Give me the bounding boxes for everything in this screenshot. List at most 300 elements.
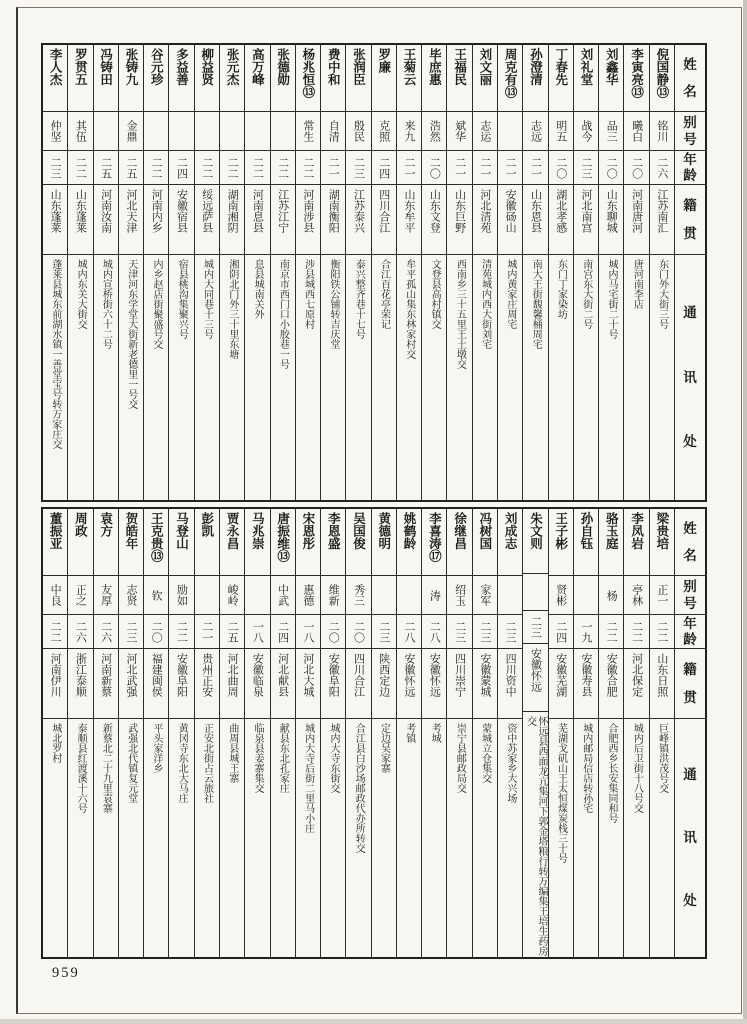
entry-origin: 江苏泰兴 xyxy=(346,185,370,255)
entry-age: 二三 xyxy=(346,151,370,185)
entry-column xyxy=(623,509,648,957)
entry-address: 资中苏家乡大兴场 xyxy=(504,723,516,803)
entry-origin: 绥远萨县 xyxy=(195,185,219,255)
entry-column xyxy=(93,45,118,500)
entry-age: 二〇 xyxy=(346,615,370,649)
entry-age: 二六 xyxy=(94,615,118,649)
entry-origin: 安徽寿县 xyxy=(574,649,598,719)
entry-origin: 安徽砀山 xyxy=(498,185,522,255)
entry-age: 二二 xyxy=(169,615,193,649)
entry-address: 城内宣桥街六十二号 xyxy=(100,259,112,349)
entry-column xyxy=(649,45,674,500)
row-header-char: 名 xyxy=(683,83,697,99)
entry-name: 孙澄清 xyxy=(523,45,547,112)
row-header-char: 别 xyxy=(683,114,697,130)
entry-name: 罗廉 xyxy=(372,45,396,112)
entry-name: 李寅亮⑬ xyxy=(624,45,648,112)
entry-alias xyxy=(245,112,269,151)
row-header-age xyxy=(675,615,705,649)
entry-column xyxy=(446,509,471,957)
entry-age: 二五 xyxy=(119,151,143,185)
entry-origin: 河北清苑 xyxy=(473,185,497,255)
entry-address: 文登县高村镇交 xyxy=(429,259,441,329)
entry-column xyxy=(548,45,573,500)
entry-address: 武强北代镇复元堂 xyxy=(125,723,137,803)
entry-origin: 安徽怀远 xyxy=(397,649,421,719)
entry-age: 二二 xyxy=(296,151,320,185)
entry-alias: 中良 xyxy=(43,576,67,615)
row-header-origin xyxy=(675,649,705,719)
row-header-char: 号 xyxy=(683,595,697,611)
entry-origin: 湖南湘阴 xyxy=(220,185,244,255)
entry-origin: 湖南衡阳 xyxy=(321,185,345,255)
entry-alias: 友厚 xyxy=(94,576,118,615)
entry-alias xyxy=(271,112,295,151)
entry-address: 曲周县城王寨 xyxy=(226,723,238,783)
entry-alias: 杨 xyxy=(599,576,623,615)
entry-alias: 正一 xyxy=(650,576,674,615)
row-header-char: 年 xyxy=(683,152,697,167)
scan-edge-right xyxy=(743,0,747,1024)
entry-column xyxy=(219,45,244,500)
entry-age: 二三 xyxy=(523,611,547,644)
row-header-age xyxy=(675,151,705,185)
entry-age: 二一 xyxy=(523,151,547,185)
entry-alias xyxy=(94,112,118,151)
entry-origin: 山东文登 xyxy=(422,185,446,255)
entry-address: 衡阳铁公铺转吉庆堂 xyxy=(327,259,339,349)
entry-origin: 河南涉县 xyxy=(296,185,320,255)
entry-name: 骆玉庭 xyxy=(599,509,623,576)
entry-column xyxy=(497,509,522,957)
entry-origin: 浙江泰顺 xyxy=(68,649,92,719)
entry-address: 城内大寺东街交 xyxy=(327,723,339,793)
entry-name: 周克有⑬ xyxy=(498,45,522,112)
entry-age: 二三 xyxy=(119,615,143,649)
entry-column xyxy=(598,45,623,500)
entry-age: 二二 xyxy=(271,151,295,185)
entry-alias: 志贤 xyxy=(119,576,143,615)
entry-name: 王子彬 xyxy=(549,509,573,576)
entry-address: 牟平孤山集东林家村交 xyxy=(403,259,415,359)
row-header-char: 别 xyxy=(683,578,697,594)
directory-tables xyxy=(41,43,707,959)
entry-alias: 维新 xyxy=(321,576,345,615)
row-header-char: 处 xyxy=(683,893,697,909)
entry-origin: 山东牟平 xyxy=(397,185,421,255)
entry-name: 张元杰 xyxy=(220,45,244,112)
entry-origin: 福建闽侯 xyxy=(144,649,168,719)
entry-name: 冯树国 xyxy=(473,509,497,576)
entry-age: 二三 xyxy=(574,151,598,185)
entry-alias: 铭川 xyxy=(650,112,674,151)
entry-column xyxy=(168,509,193,957)
entry-column xyxy=(194,45,219,500)
entry-column xyxy=(168,45,193,500)
entry-origin: 河南唐河 xyxy=(624,185,648,255)
entry-origin: 安徽阜阳 xyxy=(321,649,345,719)
entry-address: 城内东关大街交 xyxy=(75,259,87,329)
entry-alias xyxy=(574,576,598,615)
entry-name: 李喜涛⑰ xyxy=(422,509,446,576)
entry-age: 二二 xyxy=(599,615,623,649)
entry-column xyxy=(573,509,598,957)
entry-age: 二〇 xyxy=(422,151,446,185)
entry-name: 张铸九 xyxy=(119,45,143,112)
entry-column xyxy=(472,509,497,957)
entry-column xyxy=(522,509,547,957)
entry-address: 城内大同巷十三号 xyxy=(201,259,213,339)
entry-name: 宋恩彤 xyxy=(296,509,320,576)
entry-address: 临泉县姜寨集交 xyxy=(252,723,264,793)
entry-alias: 浩然 xyxy=(422,112,446,151)
entry-origin: 江苏南汇 xyxy=(650,185,674,255)
scan-edge-bottom xyxy=(0,1019,747,1024)
entry-address: 城内大寺后街二里马小庄 xyxy=(302,723,314,833)
entry-origin: 安徽怀远 xyxy=(422,649,446,719)
entry-alias: 其伍 xyxy=(68,112,92,151)
entry-name: 朱文则 xyxy=(523,509,547,574)
entry-alias: 曦白 xyxy=(624,112,648,151)
entry-origin: 河北大城 xyxy=(296,649,320,719)
entry-name: 罗贯五 xyxy=(68,45,92,112)
entry-alias: 志运 xyxy=(473,112,497,151)
entry-column xyxy=(67,45,92,500)
entry-address: 献县东北孔家庄 xyxy=(277,723,289,793)
entry-alias: 绍玉 xyxy=(447,576,471,615)
row-header-char: 讯 xyxy=(683,369,697,385)
entry-age: 二二 xyxy=(68,151,92,185)
entry-origin: 山东蓬莱 xyxy=(68,185,92,255)
entry-address: 考城 xyxy=(429,723,441,743)
entry-column xyxy=(43,509,67,957)
entry-age: 二八 xyxy=(422,615,446,649)
entry-origin: 安徽蒙城 xyxy=(473,649,497,719)
entry-name: 贾永昌 xyxy=(220,509,244,576)
entry-age: 二八 xyxy=(397,615,421,649)
entry-column xyxy=(43,45,67,500)
entry-age: 二三 xyxy=(473,615,497,649)
entry-column xyxy=(194,509,219,957)
entry-alias: 秀三 xyxy=(346,576,370,615)
entry-name: 彭凯 xyxy=(195,509,219,576)
entry-age: 二一 xyxy=(397,151,421,185)
entry-alias xyxy=(144,112,168,151)
row-header-char: 年 xyxy=(683,616,697,631)
entry-address: 息县城南关外 xyxy=(252,259,264,319)
entry-address: 南宫东大街二号 xyxy=(580,259,592,329)
entry-age: 二六 xyxy=(650,151,674,185)
entry-alias: 常生 xyxy=(296,112,320,151)
entry-column xyxy=(143,509,168,957)
entry-column xyxy=(270,509,295,957)
entry-name: 倪国静⑬ xyxy=(650,45,674,112)
entry-column xyxy=(472,45,497,500)
entry-age: 二一 xyxy=(473,151,497,185)
row-header-char: 通 xyxy=(683,767,697,783)
entry-column xyxy=(598,509,623,957)
entry-age: 二二 xyxy=(43,615,67,649)
entry-name: 张德勋 xyxy=(271,45,295,112)
entry-alias: 励如 xyxy=(169,576,193,615)
entry-address: 湘阴北门外三十里东塘 xyxy=(226,259,238,359)
entry-address: 崇宁县邮政局交 xyxy=(454,723,466,793)
entry-column xyxy=(371,45,396,500)
row-header-char: 姓 xyxy=(683,521,697,536)
entry-alias: 战今 xyxy=(574,112,598,151)
row-header-char: 通 xyxy=(683,305,697,321)
entry-origin: 四川资中 xyxy=(498,649,522,719)
entry-address: 考镇 xyxy=(403,723,415,743)
entry-name: 李凤岩 xyxy=(624,509,648,576)
entry-name: 李人杰 xyxy=(43,45,67,112)
entry-alias: 斌华 xyxy=(447,112,471,151)
entry-alias: 自清 xyxy=(321,112,345,151)
entry-age: 二六 xyxy=(68,615,92,649)
entry-alias: 惠德 xyxy=(296,576,320,615)
row-header-char: 贯 xyxy=(683,225,697,241)
entry-alias: 金鼎 xyxy=(119,112,143,151)
entry-age: 二三 xyxy=(43,151,67,185)
entry-alias: 来九 xyxy=(397,112,421,151)
entry-address: 城内后卫街十八号交 xyxy=(631,723,643,813)
entry-column xyxy=(345,509,370,957)
entry-alias xyxy=(397,576,421,615)
row-header-alias xyxy=(675,576,705,615)
entry-column xyxy=(497,45,522,500)
entry-origin: 山东日照 xyxy=(650,649,674,719)
entry-alias: 殷民 xyxy=(346,112,370,151)
entry-alias xyxy=(220,112,244,151)
entry-column xyxy=(320,509,345,957)
row-header-char: 龄 xyxy=(683,631,697,647)
entry-address: 城内邮局信店转孙宅 xyxy=(580,723,592,813)
entry-age: 二一 xyxy=(447,151,471,185)
entry-age: 二二 xyxy=(650,615,674,649)
entry-name: 刘礼堂 xyxy=(574,45,598,112)
entry-age: 一八 xyxy=(245,615,269,649)
entry-origin: 安徽临泉 xyxy=(245,649,269,719)
entry-origin: 河北献县 xyxy=(271,649,295,719)
entry-name: 马登山 xyxy=(169,509,193,576)
entry-origin: 陕西定边 xyxy=(372,649,396,719)
entry-age: 二一 xyxy=(498,151,522,185)
row-header-char: 名 xyxy=(683,547,697,563)
entry-alias xyxy=(498,112,522,151)
entry-address: 怀远县西面龙亢集河下郭金塔粮行转万编集王培生药房交 xyxy=(524,715,547,956)
entry-age: 二三 xyxy=(447,615,471,649)
row-header-char: 龄 xyxy=(683,167,697,183)
entry-column xyxy=(421,509,446,957)
entry-age: 二二 xyxy=(220,151,244,185)
row-header-address xyxy=(675,719,705,957)
entry-address: 清苑城内西大街刘宅 xyxy=(479,259,491,349)
entry-age: 二五 xyxy=(94,151,118,185)
row-header-name xyxy=(675,509,705,576)
row-header-char: 处 xyxy=(683,434,697,450)
entry-age: 二二 xyxy=(144,151,168,185)
row-header-name xyxy=(675,45,705,112)
entry-age: 二四 xyxy=(549,615,573,649)
entry-name: 周政 xyxy=(68,509,92,576)
entry-alias: 仲坚 xyxy=(43,112,67,151)
entry-name: 费中和 xyxy=(321,45,345,112)
entry-alias: 钦 xyxy=(144,576,168,615)
entry-column xyxy=(143,45,168,500)
entry-column xyxy=(548,509,573,957)
entry-origin: 四川合江 xyxy=(346,649,370,719)
entry-name: 王菊云 xyxy=(397,45,421,112)
row-header-char: 号 xyxy=(683,131,697,147)
entry-address: 南京市西门口小胶巷一号 xyxy=(277,259,289,369)
entry-address: 黄冈寺东北大马庄 xyxy=(176,723,188,803)
row-header-char: 籍 xyxy=(683,662,697,677)
entry-address: 芜湖戈矶山王太恒煤炭栈三十号 xyxy=(555,723,567,863)
entry-age: 二二 xyxy=(245,151,269,185)
entry-name: 刘成志 xyxy=(498,509,522,576)
directory-table-upper xyxy=(41,43,707,502)
entry-alias: 贤彬 xyxy=(549,576,573,615)
entry-column xyxy=(623,45,648,500)
entry-age: 二〇 xyxy=(549,151,573,185)
directory-table-lower xyxy=(41,507,707,959)
entry-address: 城北罗村 xyxy=(49,723,61,763)
entry-address: 南大王街馥馨桶周宅 xyxy=(530,259,542,349)
entry-column xyxy=(118,509,143,957)
entry-alias: 亭林 xyxy=(624,576,648,615)
entry-name: 丁春先 xyxy=(549,45,573,112)
entry-name: 王福民 xyxy=(447,45,471,112)
entry-address: 宿县桃沟集聚兴号 xyxy=(176,259,188,339)
entry-alias: 品三 xyxy=(599,112,623,151)
entry-origin: 河北武强 xyxy=(119,649,143,719)
entry-age: 二三 xyxy=(498,615,522,649)
entry-origin: 安徽合肥 xyxy=(599,649,623,719)
entry-origin: 河南伊川 xyxy=(43,649,67,719)
entry-column xyxy=(67,509,92,957)
entry-age: 二五 xyxy=(220,615,244,649)
entry-column xyxy=(219,509,244,957)
entry-address: 泰兴整齐巷十七号 xyxy=(353,259,365,339)
entry-name: 王克贵⑬ xyxy=(144,509,168,576)
row-header-origin xyxy=(675,185,705,255)
row-header-char: 贯 xyxy=(683,689,697,705)
entry-age: 二二 xyxy=(195,151,219,185)
entry-column xyxy=(93,509,118,957)
entry-age: 二〇 xyxy=(144,615,168,649)
entry-origin: 山东巨野 xyxy=(447,185,471,255)
entry-origin: 安徽芜湖 xyxy=(549,649,573,719)
entry-column xyxy=(118,45,143,500)
entry-alias xyxy=(523,574,547,612)
row-header-char: 籍 xyxy=(683,198,697,213)
entry-alias: 正之 xyxy=(68,576,92,615)
entry-name: 冯铸田 xyxy=(94,45,118,112)
entry-address: 合江县白沙场邮政代办所转交 xyxy=(353,723,365,853)
row-header-address xyxy=(675,255,705,500)
entry-name: 刘鑫华 xyxy=(599,45,623,112)
entry-address: 蓬莱县城东前湖水镇一善堂宝号转万家庄交 xyxy=(49,259,61,449)
entry-alias xyxy=(372,576,396,615)
entry-origin: 河南息县 xyxy=(245,185,269,255)
entry-age: 一八 xyxy=(296,615,320,649)
entry-origin: 安徽怀远 xyxy=(523,644,547,712)
row-header-char: 姓 xyxy=(683,57,697,72)
entry-address: 泰顺县红渡溪十六号 xyxy=(75,723,87,813)
entry-age: 二〇 xyxy=(624,151,648,185)
entry-column xyxy=(371,509,396,957)
entry-name: 吴国俊 xyxy=(346,509,370,576)
page-number: 959 xyxy=(52,965,80,981)
entry-origin: 四川崇宁 xyxy=(447,649,471,719)
entry-age: 二〇 xyxy=(321,615,345,649)
entry-age: 二一 xyxy=(321,151,345,185)
entry-address: 唐河南李店 xyxy=(631,259,643,309)
entry-name: 姚鹤龄 xyxy=(397,509,421,576)
entry-column xyxy=(270,45,295,500)
entry-column xyxy=(295,509,320,957)
entry-alias: 涛 xyxy=(422,576,446,615)
entry-origin: 安徽阜阳 xyxy=(169,649,193,719)
entry-origin: 河北曲周 xyxy=(220,649,244,719)
entry-age: 二四 xyxy=(271,615,295,649)
entry-origin: 贵州正安 xyxy=(195,649,219,719)
entry-alias xyxy=(245,576,269,615)
entry-alias: 家军 xyxy=(473,576,497,615)
entry-address: 平头家洋乡 xyxy=(150,723,162,773)
entry-origin: 河北南宫 xyxy=(574,185,598,255)
entry-address: 蒙城立仓集交 xyxy=(479,723,491,783)
entry-column xyxy=(345,45,370,500)
entry-column xyxy=(396,45,421,500)
entry-column xyxy=(573,45,598,500)
entry-age: 二〇 xyxy=(599,151,623,185)
entry-address: 城内黄家庄周宅 xyxy=(504,259,516,329)
entry-name: 谷元珍 xyxy=(144,45,168,112)
entry-age: 二四 xyxy=(169,151,193,185)
entry-name: 杨兆恒⑬ xyxy=(296,45,320,112)
entry-name: 刘文丽 xyxy=(473,45,497,112)
entry-address: 城内马宅街二十号 xyxy=(606,259,618,339)
entry-origin: 河南内乡 xyxy=(144,185,168,255)
entry-address: 合江百花亭荣记 xyxy=(378,259,390,329)
entry-column xyxy=(244,509,269,957)
entry-alias xyxy=(498,576,522,615)
entry-name: 柳益贤 xyxy=(195,45,219,112)
entry-address: 巨峰镇洪茂号交 xyxy=(656,723,668,793)
row-header-column xyxy=(674,45,705,500)
entry-address: 新蔡北二十九里袁寨 xyxy=(100,723,112,813)
entry-name: 马兆崇 xyxy=(245,509,269,576)
entry-address: 东门丁家染坊 xyxy=(555,259,567,319)
entry-column xyxy=(522,45,547,500)
entry-alias: 峻岭 xyxy=(220,576,244,615)
entry-address: 定边吴家寨 xyxy=(378,723,390,773)
entry-name: 贺皓年 xyxy=(119,509,143,576)
entry-alias: 中武 xyxy=(271,576,295,615)
entry-name: 徐继昌 xyxy=(447,509,471,576)
entry-name: 张润臣 xyxy=(346,45,370,112)
entry-address: 涉县城西七原村 xyxy=(302,259,314,329)
entry-name: 毕庶惠 xyxy=(422,45,446,112)
entry-column xyxy=(446,45,471,500)
entry-alias xyxy=(195,576,219,615)
entry-alias: 克照 xyxy=(372,112,396,151)
entry-alias xyxy=(195,112,219,151)
entry-address: 东门外大街三号 xyxy=(656,259,668,329)
entry-column xyxy=(320,45,345,500)
entry-origin: 山东蓬莱 xyxy=(43,185,67,255)
